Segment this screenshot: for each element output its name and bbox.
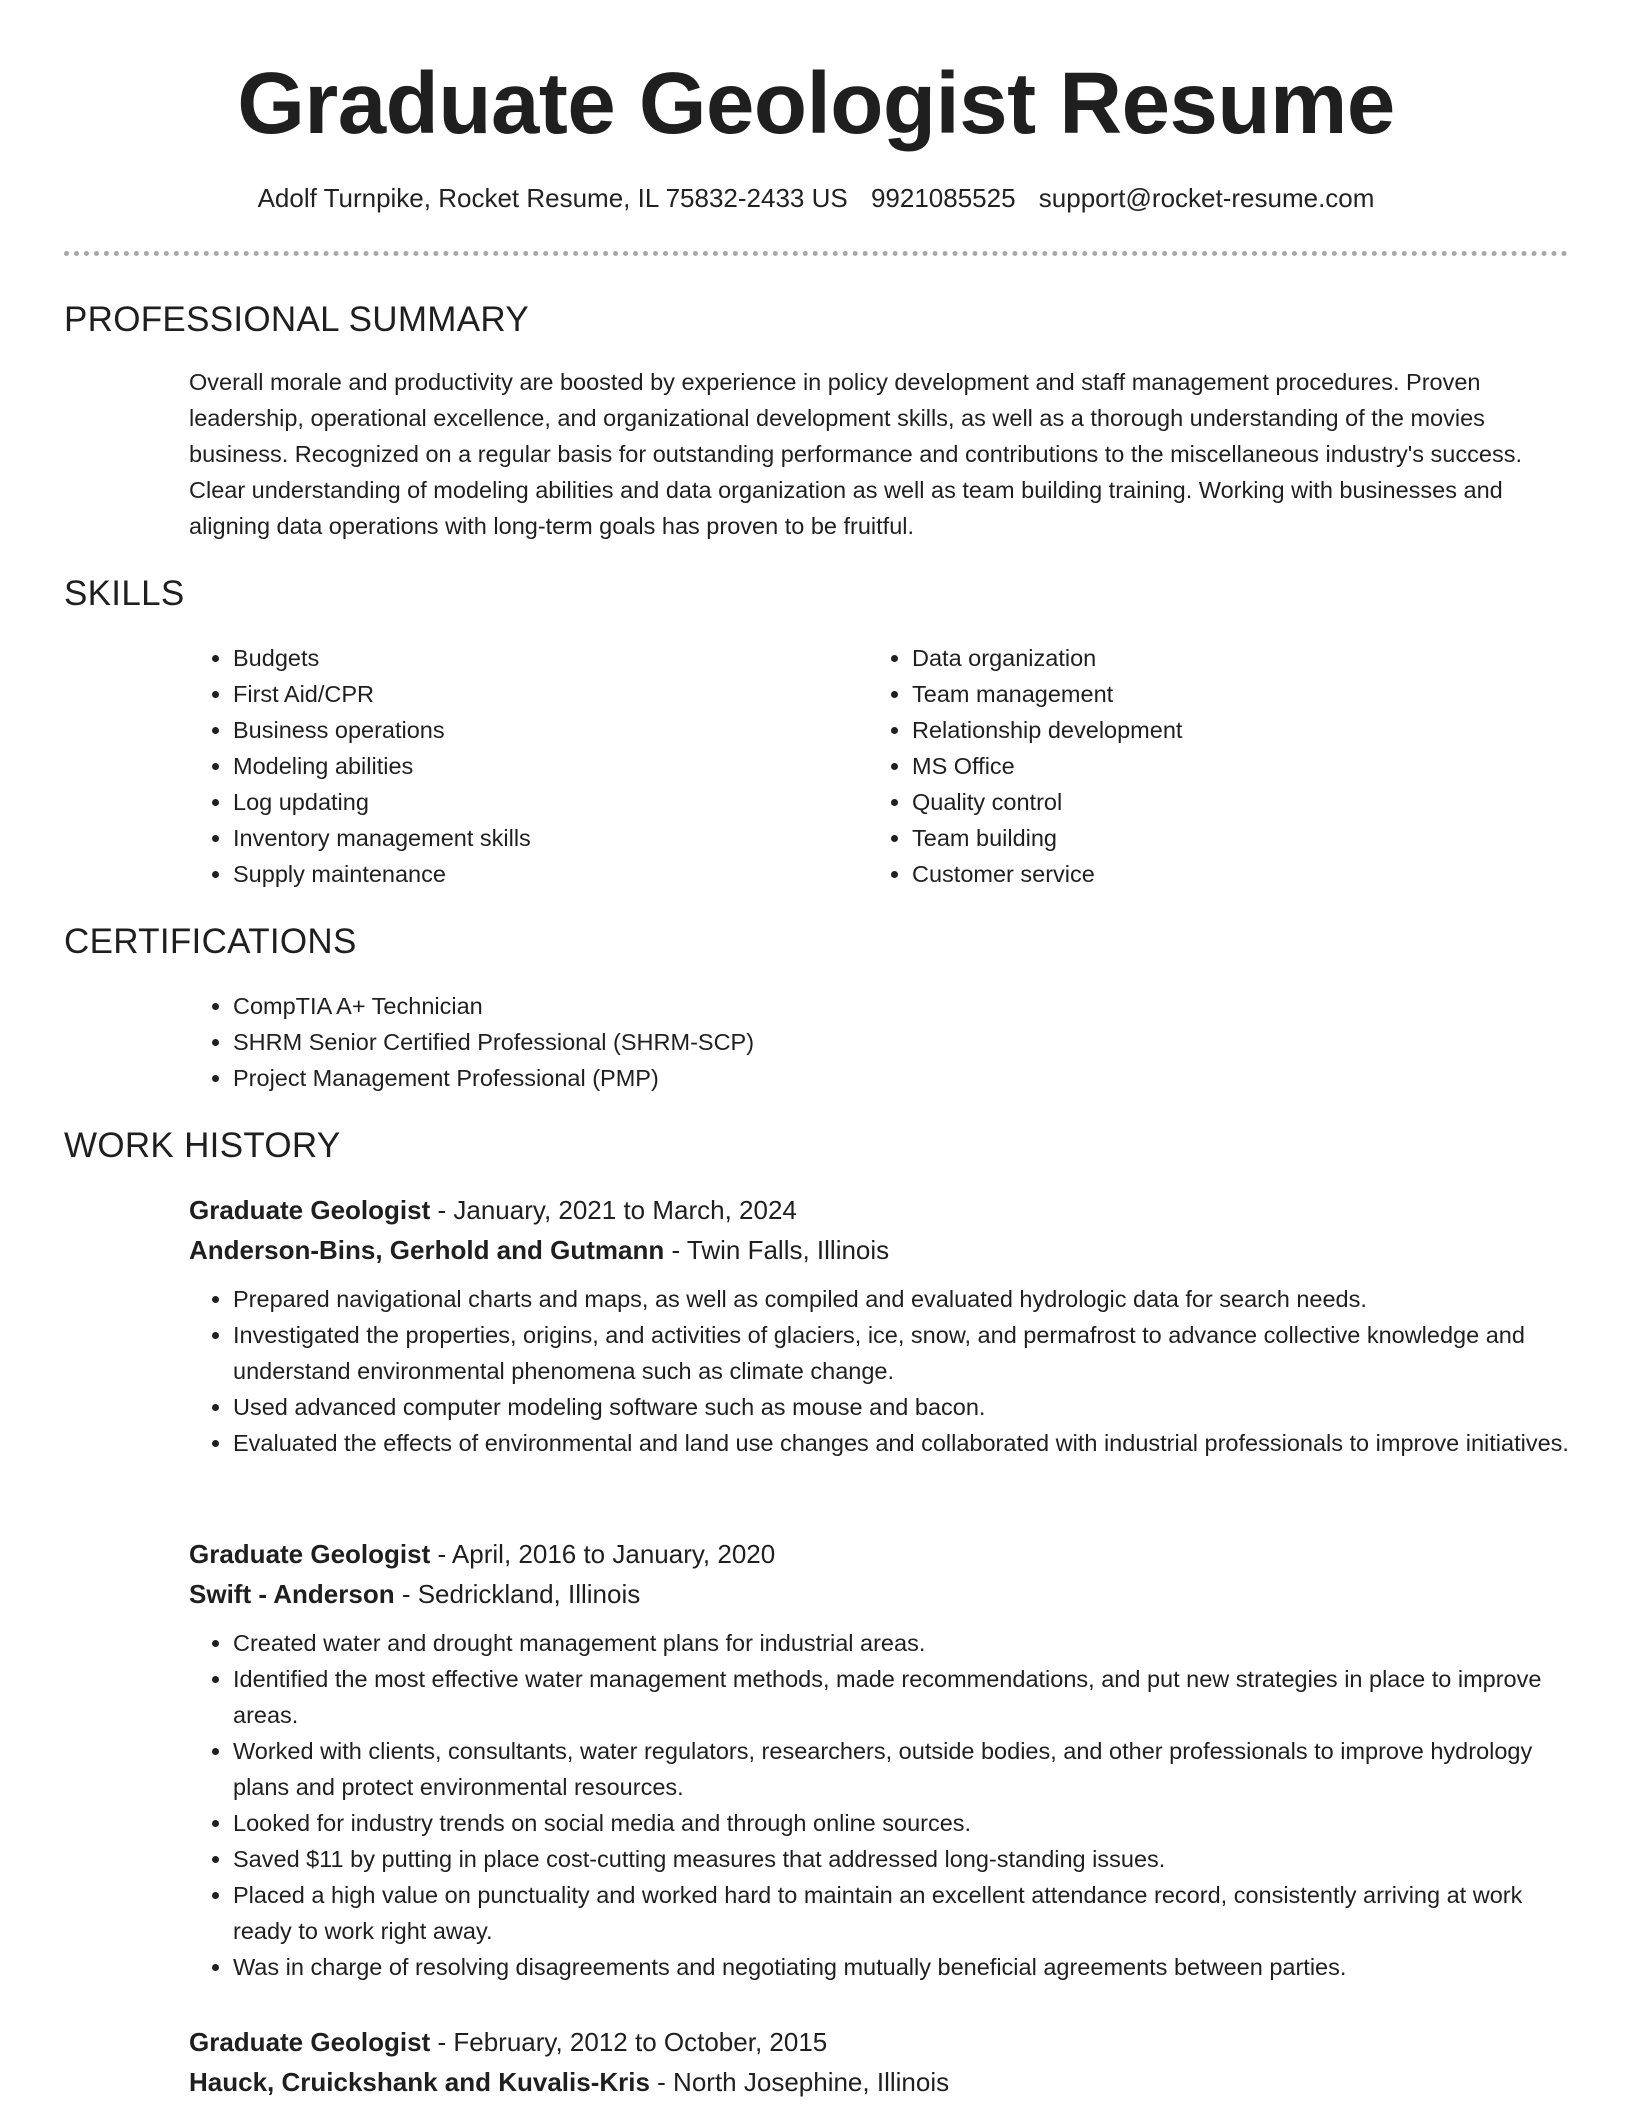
contact-email: support@rocket-resume.com	[1038, 183, 1375, 213]
job-bullets	[189, 1281, 1569, 1461]
job-location: - Twin Falls, Illinois	[664, 1235, 890, 1265]
skill-item: • Customer service	[912, 856, 1182, 892]
job-company-line	[189, 1574, 1569, 1614]
skills-column-right	[868, 640, 1182, 892]
certifications-heading: CERTIFICATIONS	[64, 922, 357, 961]
job-dates: - April, 2016 to January, 2020	[430, 1539, 776, 1569]
job-bullet: • Saved $11 by putting in place cost-cutting measures that addressed long-standing issues.	[233, 1841, 1569, 1877]
skill-item: • Modeling abilities	[233, 748, 531, 784]
certification-item: • SHRM Senior Certified Professional (SHRM-SCP)	[233, 1024, 754, 1060]
job-bullet: • Investigated the properties, origins, and activities of glaciers, ice, snow, and permafrost to advance collective knowledge and understand environmental phenomena such as climate change.	[233, 1317, 1569, 1389]
job-bullet: • Used advanced computer modeling software such as mouse and bacon.	[233, 1389, 1569, 1425]
job-bullet: • Prepared navigational charts and maps, as well as compiled and evaluated hydrologic data for search needs.	[233, 1281, 1569, 1317]
summary-heading: PROFESSIONAL SUMMARY	[64, 300, 529, 339]
skills-column-left	[189, 640, 531, 892]
certifications-list-wrap	[189, 988, 754, 1096]
job-location: - Sedrickland, Illinois	[394, 1579, 641, 1609]
contact-line	[0, 180, 1632, 216]
skill-item: • First Aid/CPR	[233, 676, 531, 712]
job-bullet: • Worked with clients, consultants, water regulators, researchers, outside bodies, and other professionals to improve hydrology plans and protect environmental resources.	[233, 1733, 1569, 1805]
skills-list-left	[189, 640, 531, 892]
skill-item: • Inventory management skills	[233, 820, 531, 856]
job-dates: - January, 2021 to March, 2024	[430, 1195, 797, 1225]
resume-title: Graduate Geologist Resume	[237, 55, 1395, 152]
skill-item: • Team management	[912, 676, 1182, 712]
job-company: Swift - Anderson	[189, 1579, 395, 1609]
skill-item: • Business operations	[233, 712, 531, 748]
job-entry	[189, 2022, 1569, 2102]
skill-item: • Budgets	[233, 640, 531, 676]
job-role: Graduate Geologist	[189, 1195, 431, 1225]
job-bullet: • Placed a high value on punctuality and worked hard to maintain an excellent attendance record, consistently arriving at work ready to work right away.	[233, 1877, 1569, 1949]
contact-phone: 9921085525	[870, 183, 1016, 213]
job-company: Hauck, Cruickshank and Kuvalis-Kris	[189, 2067, 650, 2097]
job-entry	[189, 1534, 1569, 1985]
skill-item: • Relationship development	[912, 712, 1182, 748]
job-location: - North Josephine, Illinois	[649, 2067, 950, 2097]
job-dates: - February, 2012 to October, 2015	[430, 2027, 828, 2057]
job-company-line	[189, 1230, 1569, 1270]
skills-list-right	[868, 640, 1182, 892]
job-company-line	[189, 2062, 1569, 2102]
job-bullet: • Created water and drought management plans for industrial areas.	[233, 1625, 1569, 1661]
contact-address: Adolf Turnpike, Rocket Resume, IL 75832-2433 US	[257, 183, 848, 213]
job-bullets	[189, 1625, 1569, 1985]
work-history-heading: WORK HISTORY	[64, 1126, 341, 1165]
certifications-list	[189, 988, 754, 1096]
job-role-line	[189, 1534, 1569, 1574]
job-role: Graduate Geologist	[189, 1539, 431, 1569]
skill-item: • Log updating	[233, 784, 531, 820]
job-entry	[189, 1190, 1569, 1461]
skill-item: • MS Office	[912, 748, 1182, 784]
header-divider	[64, 251, 1568, 256]
summary-text: Overall morale and productivity are boosted by experience in policy development and staff management procedures. Proven leadership, operational excellence, and organizational development skills, as well as a thorough understanding of the movies business. Recognized on a regular basis for outstanding performance and contributions to the miscellaneous industry's success. Clear understanding of modeling abilities and data organization as well as team building training. Working with businesses and aligning data operations with long-term goals has proven to be fruitful.	[189, 369, 1522, 539]
job-role-line	[189, 2022, 1569, 2062]
skills-heading: SKILLS	[64, 574, 185, 613]
certification-item: • CompTIA A+ Technician	[233, 988, 754, 1024]
skill-item: • Supply maintenance	[233, 856, 531, 892]
skill-item: • Team building	[912, 820, 1182, 856]
skill-item: • Quality control	[912, 784, 1182, 820]
job-bullet: • Was in charge of resolving disagreements and negotiating mutually beneficial agreements between parties.	[233, 1949, 1569, 1985]
skill-item: • Data organization	[912, 640, 1182, 676]
certification-item: • Project Management Professional (PMP)	[233, 1060, 754, 1096]
job-role: Graduate Geologist	[189, 2027, 431, 2057]
job-bullet: • Identified the most effective water management methods, made recommendations, and put new strategies in place to improve areas.	[233, 1661, 1569, 1733]
job-role-line	[189, 1190, 1569, 1230]
job-company: Anderson-Bins, Gerhold and Gutmann	[189, 1235, 665, 1265]
job-bullet: • Evaluated the effects of environmental and land use changes and collaborated with industrial professionals to improve initiatives.	[233, 1425, 1569, 1461]
job-bullet: • Looked for industry trends on social media and through online sources.	[233, 1805, 1569, 1841]
